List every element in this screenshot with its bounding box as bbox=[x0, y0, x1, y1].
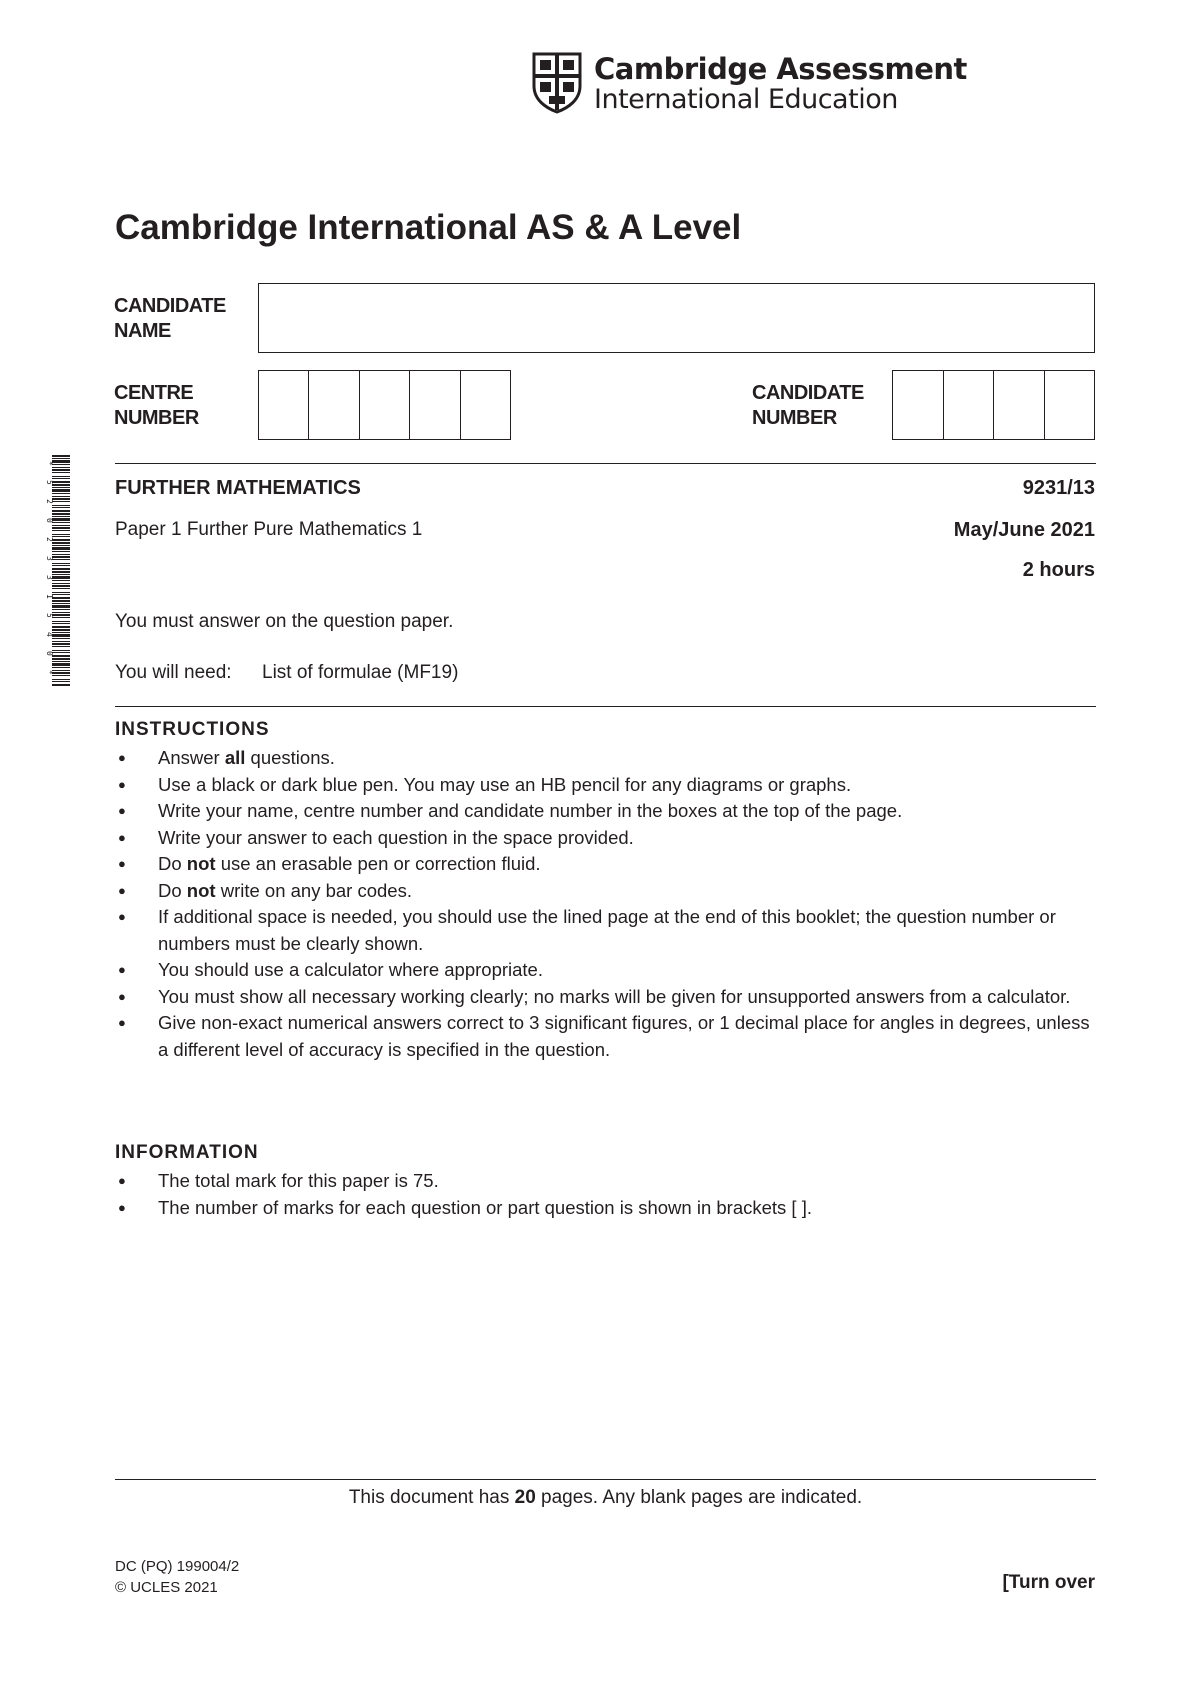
list-item: ● Answer all questions. bbox=[115, 745, 1105, 772]
emphasis: not bbox=[186, 853, 216, 874]
barcode-bar bbox=[52, 629, 70, 631]
centre-number-label: CENTRE NUMBER bbox=[114, 382, 199, 429]
barcode-digit: * bbox=[45, 670, 54, 675]
barcode-digit: 5 bbox=[45, 480, 54, 485]
barcode-bar bbox=[52, 588, 70, 589]
exam-session: May/June 2021 bbox=[953, 519, 1095, 541]
barcode-bar bbox=[52, 458, 70, 459]
list-item: ● Do not write on any bar codes. bbox=[115, 878, 1105, 905]
centre-number-cell[interactable] bbox=[309, 371, 359, 439]
barcode-bar bbox=[52, 663, 70, 666]
logo-line-2: International Education bbox=[594, 84, 898, 115]
list-item: ● Give non-exact numerical answers correct to 3 significant figures, or 1 decimal place for angles in degrees, unless a different level of accuracy is specified in the question. bbox=[115, 1010, 1105, 1063]
divider-bottom bbox=[115, 1479, 1096, 1480]
answer-note: You must answer on the question paper. bbox=[115, 611, 454, 632]
candidate-number-cell[interactable] bbox=[893, 371, 944, 439]
barcode-digit: 3 bbox=[45, 556, 54, 561]
list-item: ● Write your name, centre number and candidate number in the boxes at the top of the page. bbox=[115, 798, 1105, 825]
turn-over: [Turn over bbox=[1002, 1572, 1095, 1593]
document-code: DC (PQ) 199004/2 bbox=[115, 1558, 240, 1575]
barcode-bar bbox=[52, 530, 70, 531]
barcode-bar bbox=[52, 563, 70, 564]
divider-top bbox=[115, 463, 1096, 464]
paper-code: 9231/13 bbox=[1022, 477, 1095, 499]
candidate-number-cell[interactable] bbox=[994, 371, 1045, 439]
barcode-bar bbox=[52, 679, 70, 680]
page-count-note: This document has 20 pages. Any blank pages are indicated. bbox=[348, 1487, 863, 1508]
paper-title: Paper 1 Further Pure Mathematics 1 bbox=[115, 519, 423, 540]
barcode-digit: 0 bbox=[45, 651, 54, 656]
barcode-bar bbox=[52, 646, 70, 647]
barcode-bar bbox=[52, 585, 70, 587]
barcode-digit: 3 bbox=[45, 575, 54, 580]
barcode-digit: 0 bbox=[45, 518, 54, 523]
barcode-bar bbox=[52, 583, 70, 584]
barcode-bar bbox=[52, 545, 70, 546]
barcode-bar bbox=[52, 605, 70, 608]
barcode-digit: 2 bbox=[45, 499, 54, 504]
barcode-bar bbox=[52, 661, 70, 662]
barcode-bar bbox=[52, 554, 70, 555]
barcode-bar bbox=[52, 641, 70, 642]
barcode-bar bbox=[52, 667, 70, 668]
instructions-list bbox=[115, 745, 1105, 1063]
barcode-digit: 1 bbox=[45, 594, 54, 599]
barcode-digit: * bbox=[45, 461, 54, 466]
logo-line-1: Cambridge Assessment bbox=[594, 52, 967, 86]
centre-number-cell[interactable] bbox=[410, 371, 460, 439]
barcode-bar bbox=[52, 603, 70, 604]
barcode-bar bbox=[52, 623, 70, 624]
barcode-bar bbox=[52, 547, 70, 550]
barcode-digit: 4 bbox=[45, 632, 54, 637]
need-value: List of formulae (MF19) bbox=[262, 662, 459, 683]
list-item: ● Write your answer to each question in the space provided. bbox=[115, 825, 1105, 852]
barcode-bar bbox=[52, 658, 70, 660]
information-title: INFORMATION bbox=[115, 1142, 259, 1163]
barcode-bar bbox=[52, 496, 70, 497]
barcode-bar bbox=[52, 513, 70, 515]
centre-number-cell[interactable] bbox=[259, 371, 309, 439]
barcode-bar bbox=[52, 516, 70, 517]
barcode-bar bbox=[52, 455, 70, 457]
barcode-bar bbox=[52, 571, 70, 573]
barcode-bar bbox=[52, 565, 70, 566]
centre-number-cell[interactable] bbox=[360, 371, 410, 439]
instructions-title: INSTRUCTIONS bbox=[115, 719, 270, 740]
barcode bbox=[46, 455, 70, 685]
need-label: You will need: bbox=[115, 662, 232, 683]
barcode-bar bbox=[52, 476, 70, 477]
barcode-bar bbox=[52, 493, 70, 494]
barcode-bar bbox=[52, 534, 70, 535]
barcode-bar bbox=[52, 505, 70, 506]
barcode-bar bbox=[52, 609, 70, 610]
barcode-bar bbox=[52, 472, 70, 473]
candidate-number-boxes[interactable] bbox=[892, 370, 1095, 440]
exam-duration: 2 hours bbox=[1022, 559, 1095, 581]
barcode-bar bbox=[52, 568, 70, 570]
candidate-name-label: CANDIDATE NAME bbox=[114, 295, 226, 342]
centre-number-boxes[interactable] bbox=[258, 370, 511, 440]
candidate-number-cell[interactable] bbox=[944, 371, 995, 439]
barcode-bar bbox=[52, 542, 70, 544]
candidate-number-label: CANDIDATE NUMBER bbox=[752, 382, 864, 429]
list-item: ● Use a black or dark blue pen. You may use an HB pencil for any diagrams or graphs. bbox=[115, 772, 1105, 799]
barcode-bar bbox=[52, 489, 70, 492]
candidate-name-box[interactable] bbox=[258, 283, 1095, 353]
list-item: ● The number of marks for each question or part question is shown in brackets [ ]. bbox=[115, 1195, 1105, 1222]
emphasis: 20 bbox=[514, 1487, 536, 1508]
divider-middle bbox=[115, 706, 1096, 707]
barcode-digit: 5 bbox=[45, 613, 54, 618]
list-item: ● You must show all necessary working clearly; no marks will be given for unsupported answers from a calculator. bbox=[115, 984, 1105, 1011]
centre-number-cell[interactable] bbox=[461, 371, 510, 439]
emphasis: not bbox=[186, 879, 216, 901]
barcode-bar bbox=[52, 510, 70, 512]
barcode-bar bbox=[52, 551, 70, 552]
barcode-bar bbox=[52, 478, 70, 479]
information-list bbox=[115, 1168, 1105, 1221]
list-item: ● You should use a calculator where appropriate. bbox=[115, 957, 1105, 984]
barcode-digit: 2 bbox=[45, 537, 54, 542]
barcode-bar bbox=[52, 684, 70, 686]
barcode-bar bbox=[52, 527, 70, 529]
barcode-bar bbox=[52, 592, 70, 593]
barcode-bar bbox=[52, 469, 70, 471]
barcode-bar bbox=[52, 621, 70, 622]
candidate-number-cell[interactable] bbox=[1045, 371, 1095, 439]
barcode-bar bbox=[52, 600, 70, 602]
qualification-title: Cambridge International AS & A Level bbox=[115, 208, 742, 247]
emphasis: all bbox=[224, 747, 246, 768]
subject-title: FURTHER MATHEMATICS bbox=[115, 477, 361, 499]
barcode-bar bbox=[52, 507, 70, 508]
barcode-bar bbox=[52, 626, 70, 628]
barcode-bar bbox=[52, 638, 70, 639]
list-item: ● The total mark for this paper is 75. bbox=[115, 1168, 1105, 1195]
barcode-bar bbox=[52, 525, 70, 526]
barcode-bar bbox=[52, 681, 70, 682]
list-item: ● If additional space is needed, you should use the lined page at the end of this booklet; the question number or numbers must be clearly shown. bbox=[115, 904, 1105, 957]
barcode-bar bbox=[52, 580, 70, 581]
university-crest-icon bbox=[532, 52, 582, 114]
list-item: ● Do not use an erasable pen or correction fluid. bbox=[115, 851, 1105, 878]
copyright: © UCLES 2021 bbox=[115, 1579, 218, 1596]
barcode-bar bbox=[52, 467, 70, 468]
barcode-bar bbox=[52, 675, 70, 676]
barcode-bar bbox=[52, 643, 70, 645]
barcode-bar bbox=[52, 487, 70, 488]
